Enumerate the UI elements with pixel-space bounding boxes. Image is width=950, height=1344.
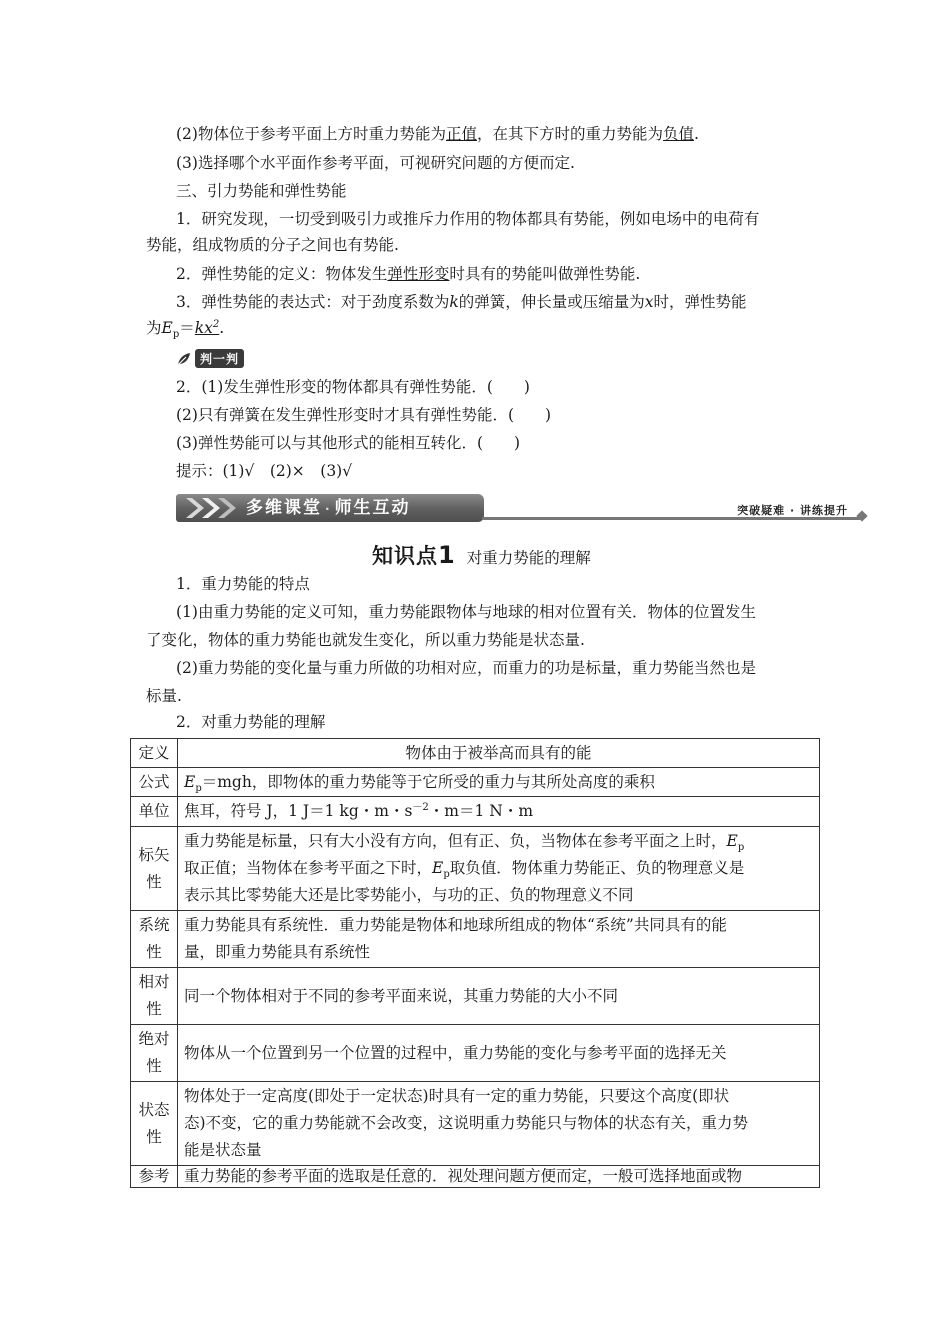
knowledge-point-number: 1 — [438, 541, 455, 569]
para-elastic-formula-b — [146, 318, 826, 341]
text-line — [184, 855, 813, 882]
para-potential-energy-a: 1．研究发现，一切受到吸引力或推斥力作用的物体都具有势能，例如电场中的电荷有 — [176, 210, 760, 228]
symbol-E: E — [432, 859, 444, 877]
knowledge-point-title: 知识点 — [372, 544, 438, 568]
banner-bar — [176, 494, 484, 522]
text: 标矢 — [138, 845, 170, 864]
text: . — [219, 319, 225, 337]
text: 为 — [146, 319, 162, 337]
text-line: 态)不变，它的重力势能就不会改变，这说明重力势能只与物体的状态有关，重力势 — [184, 1114, 749, 1132]
para-elastic-formula-a — [176, 292, 856, 312]
answer-positive: 正值 — [445, 125, 477, 143]
row-header — [131, 1025, 178, 1082]
table-row — [131, 797, 820, 827]
table-row — [131, 1166, 820, 1188]
symbol-x: x — [644, 293, 654, 311]
answer-kx2 — [195, 319, 220, 337]
symbol-E: E — [161, 319, 173, 337]
banner-title-right: 师生互动 — [334, 498, 411, 518]
text: 性 — [146, 943, 162, 961]
table-row — [131, 1082, 820, 1166]
row-content: 物体从一个位置到另一个位置的过程中，重力势能的变化与参考平面的选择无关 — [178, 1025, 820, 1082]
leaf-icon — [176, 351, 192, 367]
row-header: 公式 — [131, 768, 178, 797]
subscript-p: p — [195, 782, 202, 794]
text: ＝mgh，即物体的重力势能等于它所受的重力与其所处高度的乘积 — [201, 772, 655, 791]
table-row — [131, 768, 820, 797]
text: 焦耳，符号 J，1 J＝1 kg・m・s — [184, 802, 413, 820]
text: 时，弹性势能 — [653, 293, 747, 311]
row-content — [178, 1082, 820, 1166]
row-content — [178, 827, 820, 911]
text: 2．弹性势能的定义：物体发生 — [176, 265, 388, 283]
text: 的弹簧，伸长量或压缩量为 — [458, 293, 645, 311]
text: 时具有的势能叫做弹性势能. — [449, 265, 641, 283]
text: 性 — [146, 1000, 162, 1018]
para-feature-2b: 标量. — [146, 687, 182, 705]
symbol-E: E — [726, 832, 738, 850]
row-header — [131, 827, 178, 911]
para-reference-plane: (3)选择哪个水平面作参考平面，可视研究问题的方便而定. — [176, 154, 575, 172]
row-header: 单位 — [131, 797, 178, 827]
row-header: 定义 — [131, 739, 178, 768]
row-content — [178, 797, 820, 827]
para-feature-1b: 了变化，物体的重力势能也就发生变化，所以重力势能是状态量. — [146, 631, 585, 649]
para-elastic-definition — [176, 264, 856, 284]
banner-separator: · — [325, 502, 332, 516]
subscript-p: p — [172, 329, 180, 341]
heading-section-three: 三、引力势能和弹性势能 — [176, 182, 347, 200]
text: 性 — [146, 1127, 162, 1146]
text-line — [184, 828, 813, 855]
text: . — [694, 125, 699, 143]
row-content: 物体由于被举高而具有的能 — [178, 739, 820, 768]
text-line: 量，即重力势能具有系统性 — [184, 943, 371, 961]
judge-hint: 提示：(1)√ (2)× (3)√ — [176, 462, 353, 480]
row-header: 参考 — [131, 1166, 178, 1188]
text: 系统 — [138, 916, 170, 934]
text: ，在其下方时的重力势能为 — [476, 125, 663, 143]
symbol-k: k — [449, 293, 459, 311]
heading-features: 1．重力势能的特点 — [176, 575, 310, 593]
text: 重力势能是标量，只有大小没有方向，但有正、负，当物体在参考平面之上时， — [184, 832, 727, 850]
text-line: 物体处于一定高度(即处于一定状态)时具有一定的重力势能，只要这个高度(即状 — [184, 1087, 730, 1105]
judge-question-3: (3)弹性势能可以与其他形式的能相互转化．( ) — [176, 434, 521, 452]
text: ・m＝1 N・m — [428, 802, 534, 820]
judge-label: 判一判 — [195, 349, 244, 368]
para-gpe-sign — [176, 124, 856, 144]
gpe-table — [130, 738, 820, 1188]
text: 性 — [146, 1057, 162, 1075]
row-content — [178, 911, 820, 968]
table-row — [131, 911, 820, 968]
table-row — [131, 827, 820, 911]
banner-title — [246, 497, 411, 520]
text: 取负值．物体重力势能正、负的物理意义是 — [449, 859, 745, 877]
row-content: 重力势能的参考平面的选取是任意的．视处理问题方便而定，一般可选择地面或物 — [178, 1166, 820, 1188]
text: 取正值；当物体在参考平面之下时， — [184, 859, 433, 877]
superscript-2: 2 — [212, 318, 220, 330]
superscript: －2 — [412, 801, 429, 813]
para-feature-1a: (1)由重力势能的定义可知，重力势能跟物体与地球的相对位置有关．物体的位置发生 — [176, 603, 756, 621]
text: ＝ — [179, 319, 195, 337]
row-header — [131, 911, 178, 968]
section-banner — [176, 494, 870, 524]
subscript-p: p — [443, 869, 450, 881]
text-line: 表示其比零势能大还是比零势能小，与功的正、负的物理意义不同 — [184, 886, 634, 904]
answer-negative: 负值 — [663, 125, 695, 143]
row-content — [178, 768, 820, 797]
row-header — [131, 1082, 178, 1166]
text: (2)物体位于参考平面上方时重力势能为 — [176, 125, 446, 143]
subscript-p: p — [737, 842, 745, 854]
judge-question-1: 2．(1)发生弹性形变的物体都具有弹性势能．( ) — [176, 378, 530, 396]
text-line: 重力势能具有系统性．重力势能是物体和地球所组成的物体“系统”共同具有的能 — [184, 916, 727, 934]
knowledge-point-subtitle: 对重力势能的理解 — [466, 549, 591, 567]
symbol-E: E — [184, 772, 196, 791]
para-potential-energy-b: 势能，组成物质的分子之间也有势能. — [146, 236, 399, 254]
text: 状态 — [138, 1100, 170, 1119]
judge-header — [176, 349, 244, 368]
table-row — [131, 968, 820, 1025]
text: 3．弹性势能的表达式：对于劲度系数为 — [176, 293, 450, 311]
row-header — [131, 968, 178, 1025]
knowledge-point-heading — [372, 540, 591, 568]
text: 性 — [146, 872, 162, 891]
row-content: 同一个物体相对于不同的参考平面来说，其重力势能的大小不同 — [178, 968, 820, 1025]
text: kx — [194, 319, 213, 337]
banner-title-left: 多维课堂 — [246, 498, 322, 518]
answer-elastic-deformation: 弹性形变 — [387, 265, 450, 283]
table-row — [131, 739, 820, 768]
judge-question-2: (2)只有弹簧在发生弹性形变时才具有弹性势能．( ) — [176, 406, 552, 424]
double-chevron-icon — [184, 496, 240, 520]
banner-tagline: 突破疑难 · 讲练提升 — [737, 504, 848, 517]
text: 相对 — [138, 973, 170, 991]
text: 绝对 — [138, 1030, 170, 1048]
heading-understanding: 2．对重力势能的理解 — [176, 713, 326, 731]
para-feature-2a: (2)重力势能的变化量与重力所做的功相对应，而重力的功是标量，重力势能当然也是 — [176, 659, 756, 677]
table-row — [131, 1025, 820, 1082]
text-line: 能是状态量 — [184, 1141, 262, 1159]
